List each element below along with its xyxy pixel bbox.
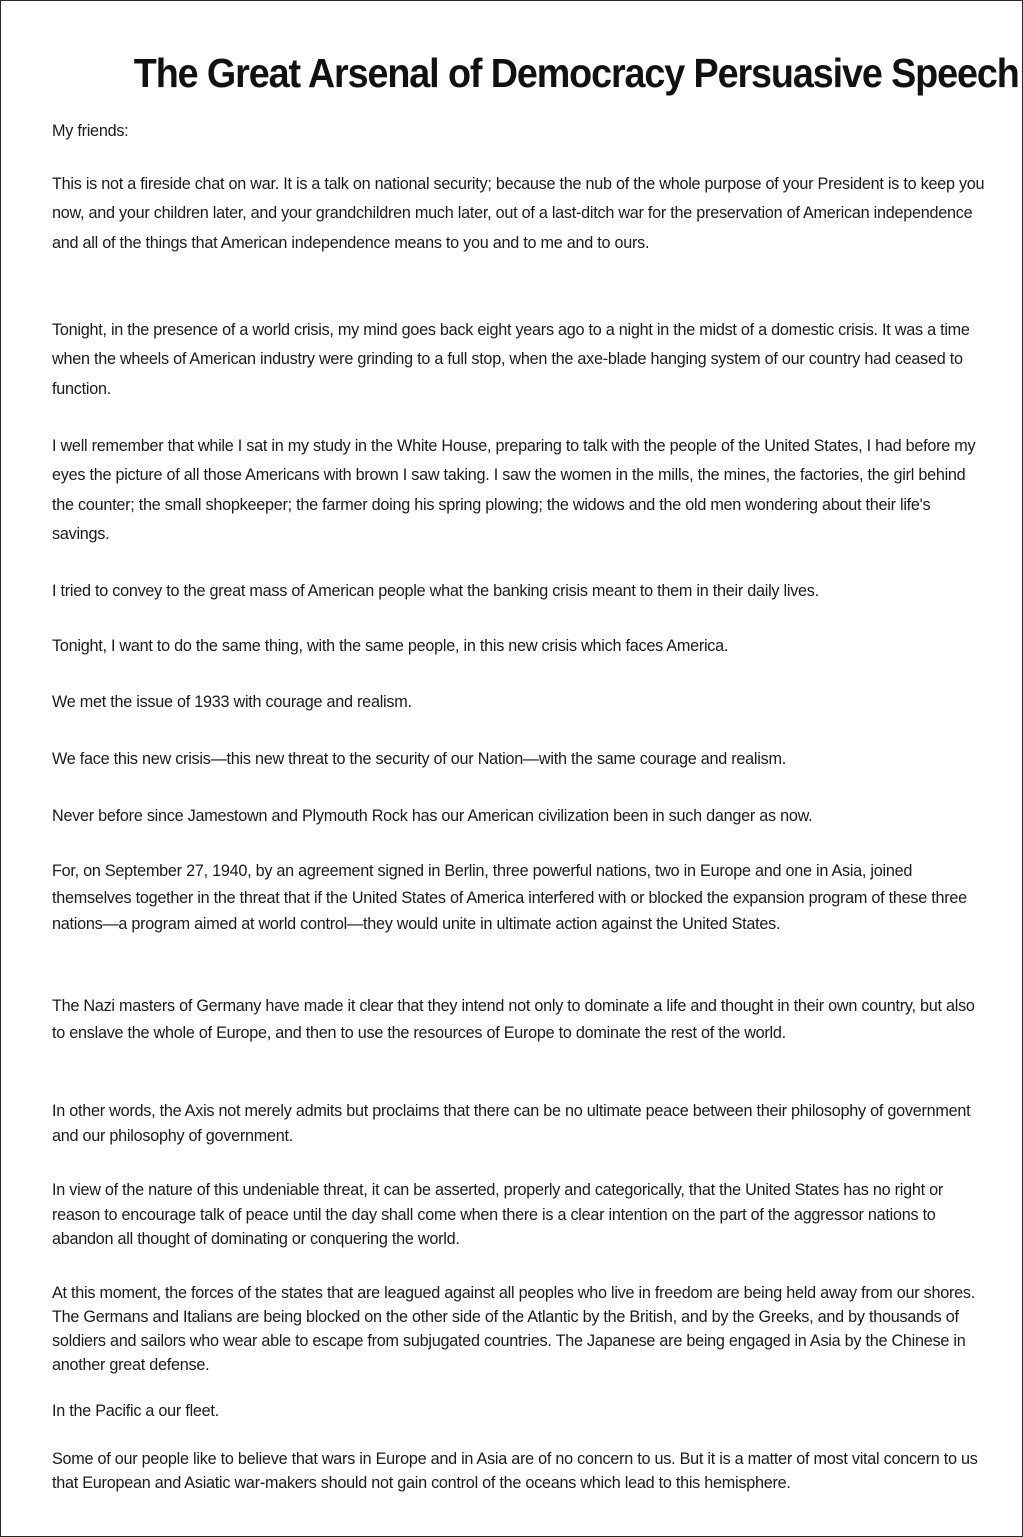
paragraph: I tried to convey to the great mass of American people what the banking crisis meant to them in their daily lives.	[52, 582, 819, 600]
paragraph: Never before since Jamestown and Plymouth Rock has our American civilization been in such danger as now.	[52, 807, 813, 825]
paragraph-salutation: My friends:	[52, 122, 129, 140]
paragraph: Tonight, I want to do the same thing, with the same people, in this new crisis which faces America.	[52, 637, 729, 655]
paragraph: At this moment, the forces of the states that are leagued against all peoples who live in freedom are being held away from our shores. The Germans and Italians are being blocked on the other side of the Atlantic by the British, and by the Greeks, and by thousands of soldiers and sailors who wear able to escape from subjugated countries. The Japanese are being engaged in Asia by the Chinese in another great defense.	[52, 1284, 975, 1375]
paragraph: This is not a fireside chat on war. It is a talk on national security; because the nub of the whole purpose of your President is to keep you now, and your children later, and your grandchildren much later, out of a last-ditch war for the preservation of American independence and all of the things that American independence means to you and to me and to ours.	[52, 175, 985, 252]
paragraph: In other words, the Axis not merely admits but proclaims that there can be no ultimate peace between their philosophy of government and our philosophy of government.	[52, 1102, 971, 1145]
paragraph: For, on September 27, 1940, by an agreement signed in Berlin, three powerful nations, two in Europe and one in Asia, joined themselves together in the threat that if the United States of America interfered with or blocked the expansion program of these three nations—a program aimed at world control—they would unite in ultimate action against the United States.	[52, 862, 967, 934]
paragraph: Some of our people like to believe that wars in Europe and in Asia are of no concern to us. But it is a matter of most vital concern to us that European and Asiatic war-makers should not gain control of the oceans which lead to this hemisphere.	[52, 1450, 978, 1493]
paragraph: The Nazi masters of Germany have made it clear that they intend not only to dominate a life and thought in their own country, but also to enslave the whole of Europe, and then to use the resources of Europe to dominate the rest of the world.	[52, 997, 975, 1042]
paragraph: In the Pacific a our fleet.	[52, 1402, 219, 1420]
document-title: The Great Arsenal of Democracy Persuasive Speech	[133, 50, 1019, 96]
paragraph: In view of the nature of this undeniable threat, it can be asserted, properly and categorically, that the United States has no right or reason to encourage talk of peace until the day shall come when there is a clear intention on the part of the aggressor nations to abandon all thought of dominating or conquering the world.	[52, 1181, 943, 1248]
paragraph: Tonight, in the presence of a world crisis, my mind goes back eight years ago to a night in the midst of a domestic crisis. It was a time when the wheels of American industry were grinding to a full stop, when the axe-blade hanging system of our country had ceased to function.	[52, 321, 970, 398]
paragraph: We face this new crisis—this new threat to the security of our Nation—with the same courage and realism.	[52, 750, 786, 768]
paragraph: I well remember that while I sat in my study in the White House, preparing to talk with the people of the United States, I had before my eyes the picture of all those Americans with brown I saw taking. I saw the women in the mills, the mines, the factories, the girl behind the counter; the small shopkeeper; the farmer doing his spring plowing; the widows and the old men wondering about their life's savings.	[52, 437, 976, 543]
paragraph: We met the issue of 1933 with courage and realism.	[52, 693, 412, 711]
